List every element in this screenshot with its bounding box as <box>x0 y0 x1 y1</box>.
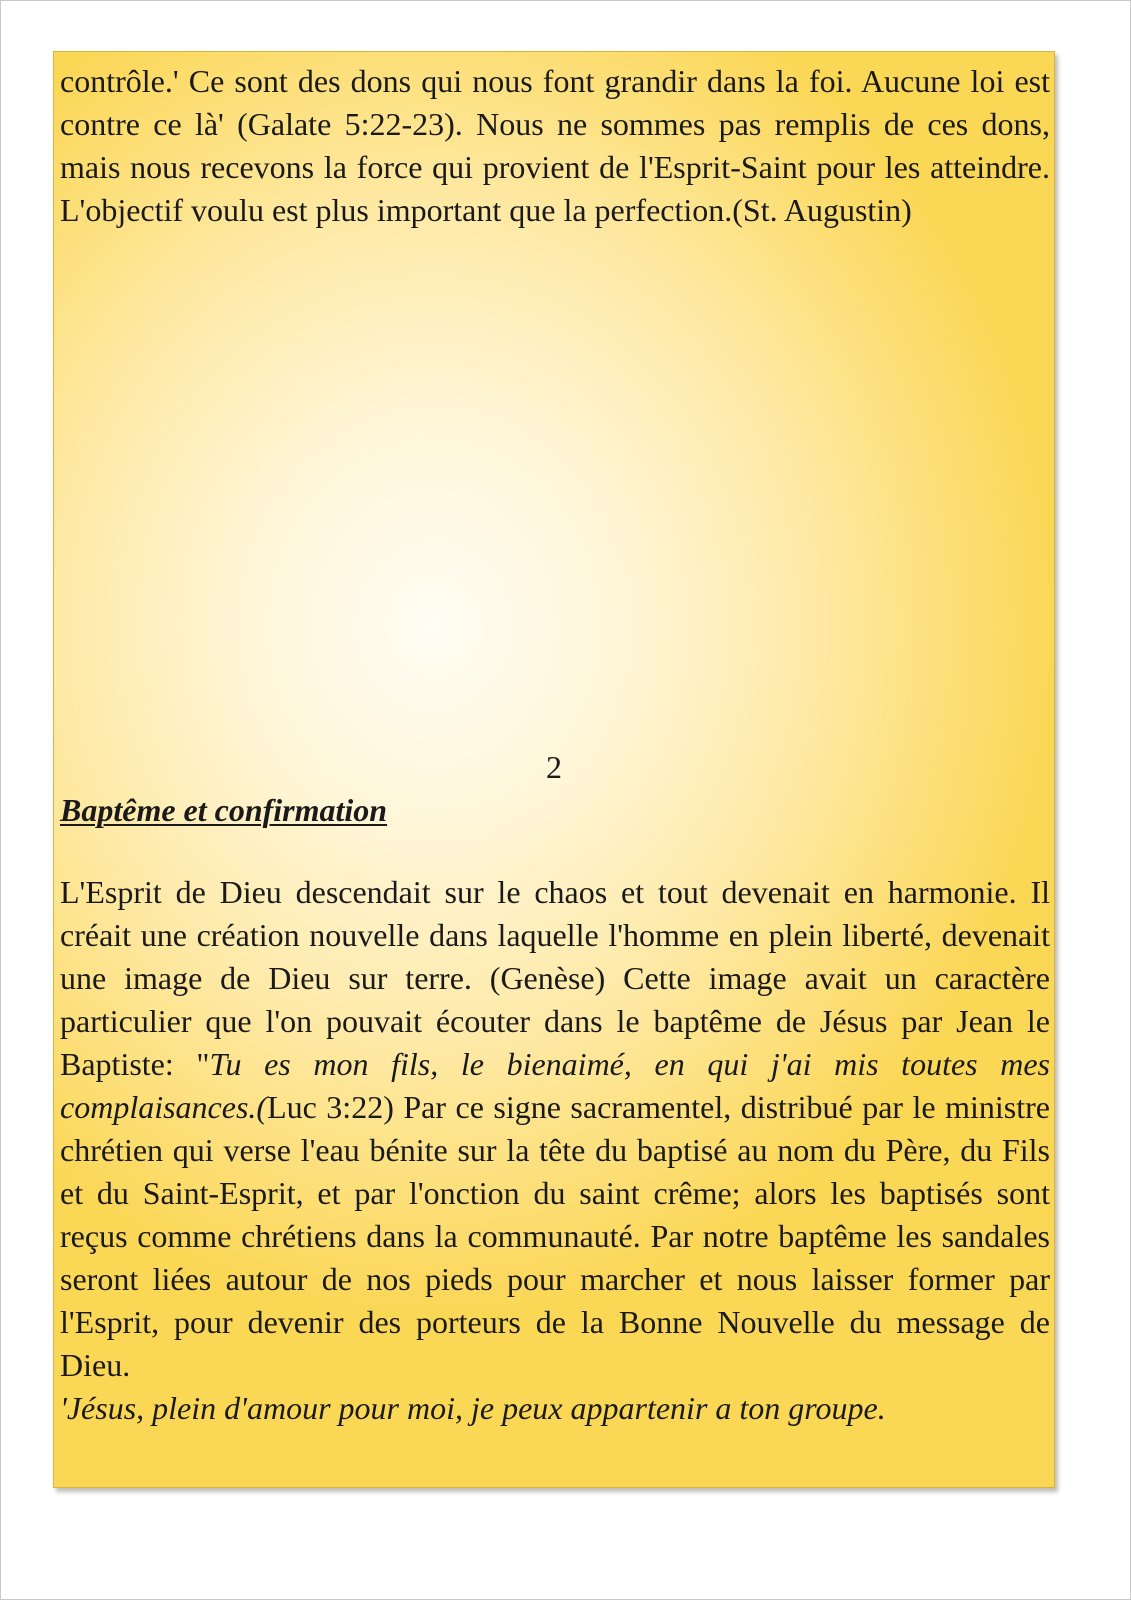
document-page <box>53 51 1055 1488</box>
paragraph-baptism-end: Luc 3:22) Par ce signe sacramentel, distribué par le ministre chrétien qui verse l'eau bénite sur la tête du baptisé au nom du Père, du Fils et du Saint-Esprit, et par l'onction du saint crême; alors les baptisés sont reçus comme chrétiens dans la communauté. Par notre baptême les sandales seront liées autour de nos pieds pour marcher et nous laisser former par l'Esprit, pour devenir des porteurs de la Bonne Nouvelle du message de Dieu. <box>60 1089 1050 1383</box>
page-number: 2 <box>546 749 562 785</box>
paragraph-baptism-start: L'Esprit de Dieu descendait sur le chaos et tout devenait en harmonie. Il créait une création nouvelle dans laquelle l'homme en plein liberté, devenait une image de Dieu sur terre. (Genèse) Cette image avait un caractère particulier que l'on pouvait écouter dans le baptême de Jésus par Jean le Baptiste: " <box>60 874 1050 1082</box>
paragraph-baptism <box>60 871 1050 1387</box>
section-heading: Baptême et confirmation <box>60 792 388 828</box>
scripture-quote: Tu es mon fils, le bienaimé, en qui j'ai mis toutes mes complaisances.( <box>60 1046 1051 1125</box>
section-body <box>60 871 1050 1430</box>
paragraph-galatians-quote: contrôle.' Ce sont des dons qui nous font grandir dans la foi. Aucune loi est contre ce là' (Galate 5:22-23). Nous ne sommes pas remplis de ces dons, mais nous recevons la force qui provient de l'Esprit-Saint pour les atteindre. L'objectif voulu est plus important que la perfection.(St. Augustin) <box>60 63 1050 228</box>
closing-prayer-line: 'Jésus, plein d'amour pour moi, je peux appartenir a ton groupe. <box>60 1390 886 1426</box>
